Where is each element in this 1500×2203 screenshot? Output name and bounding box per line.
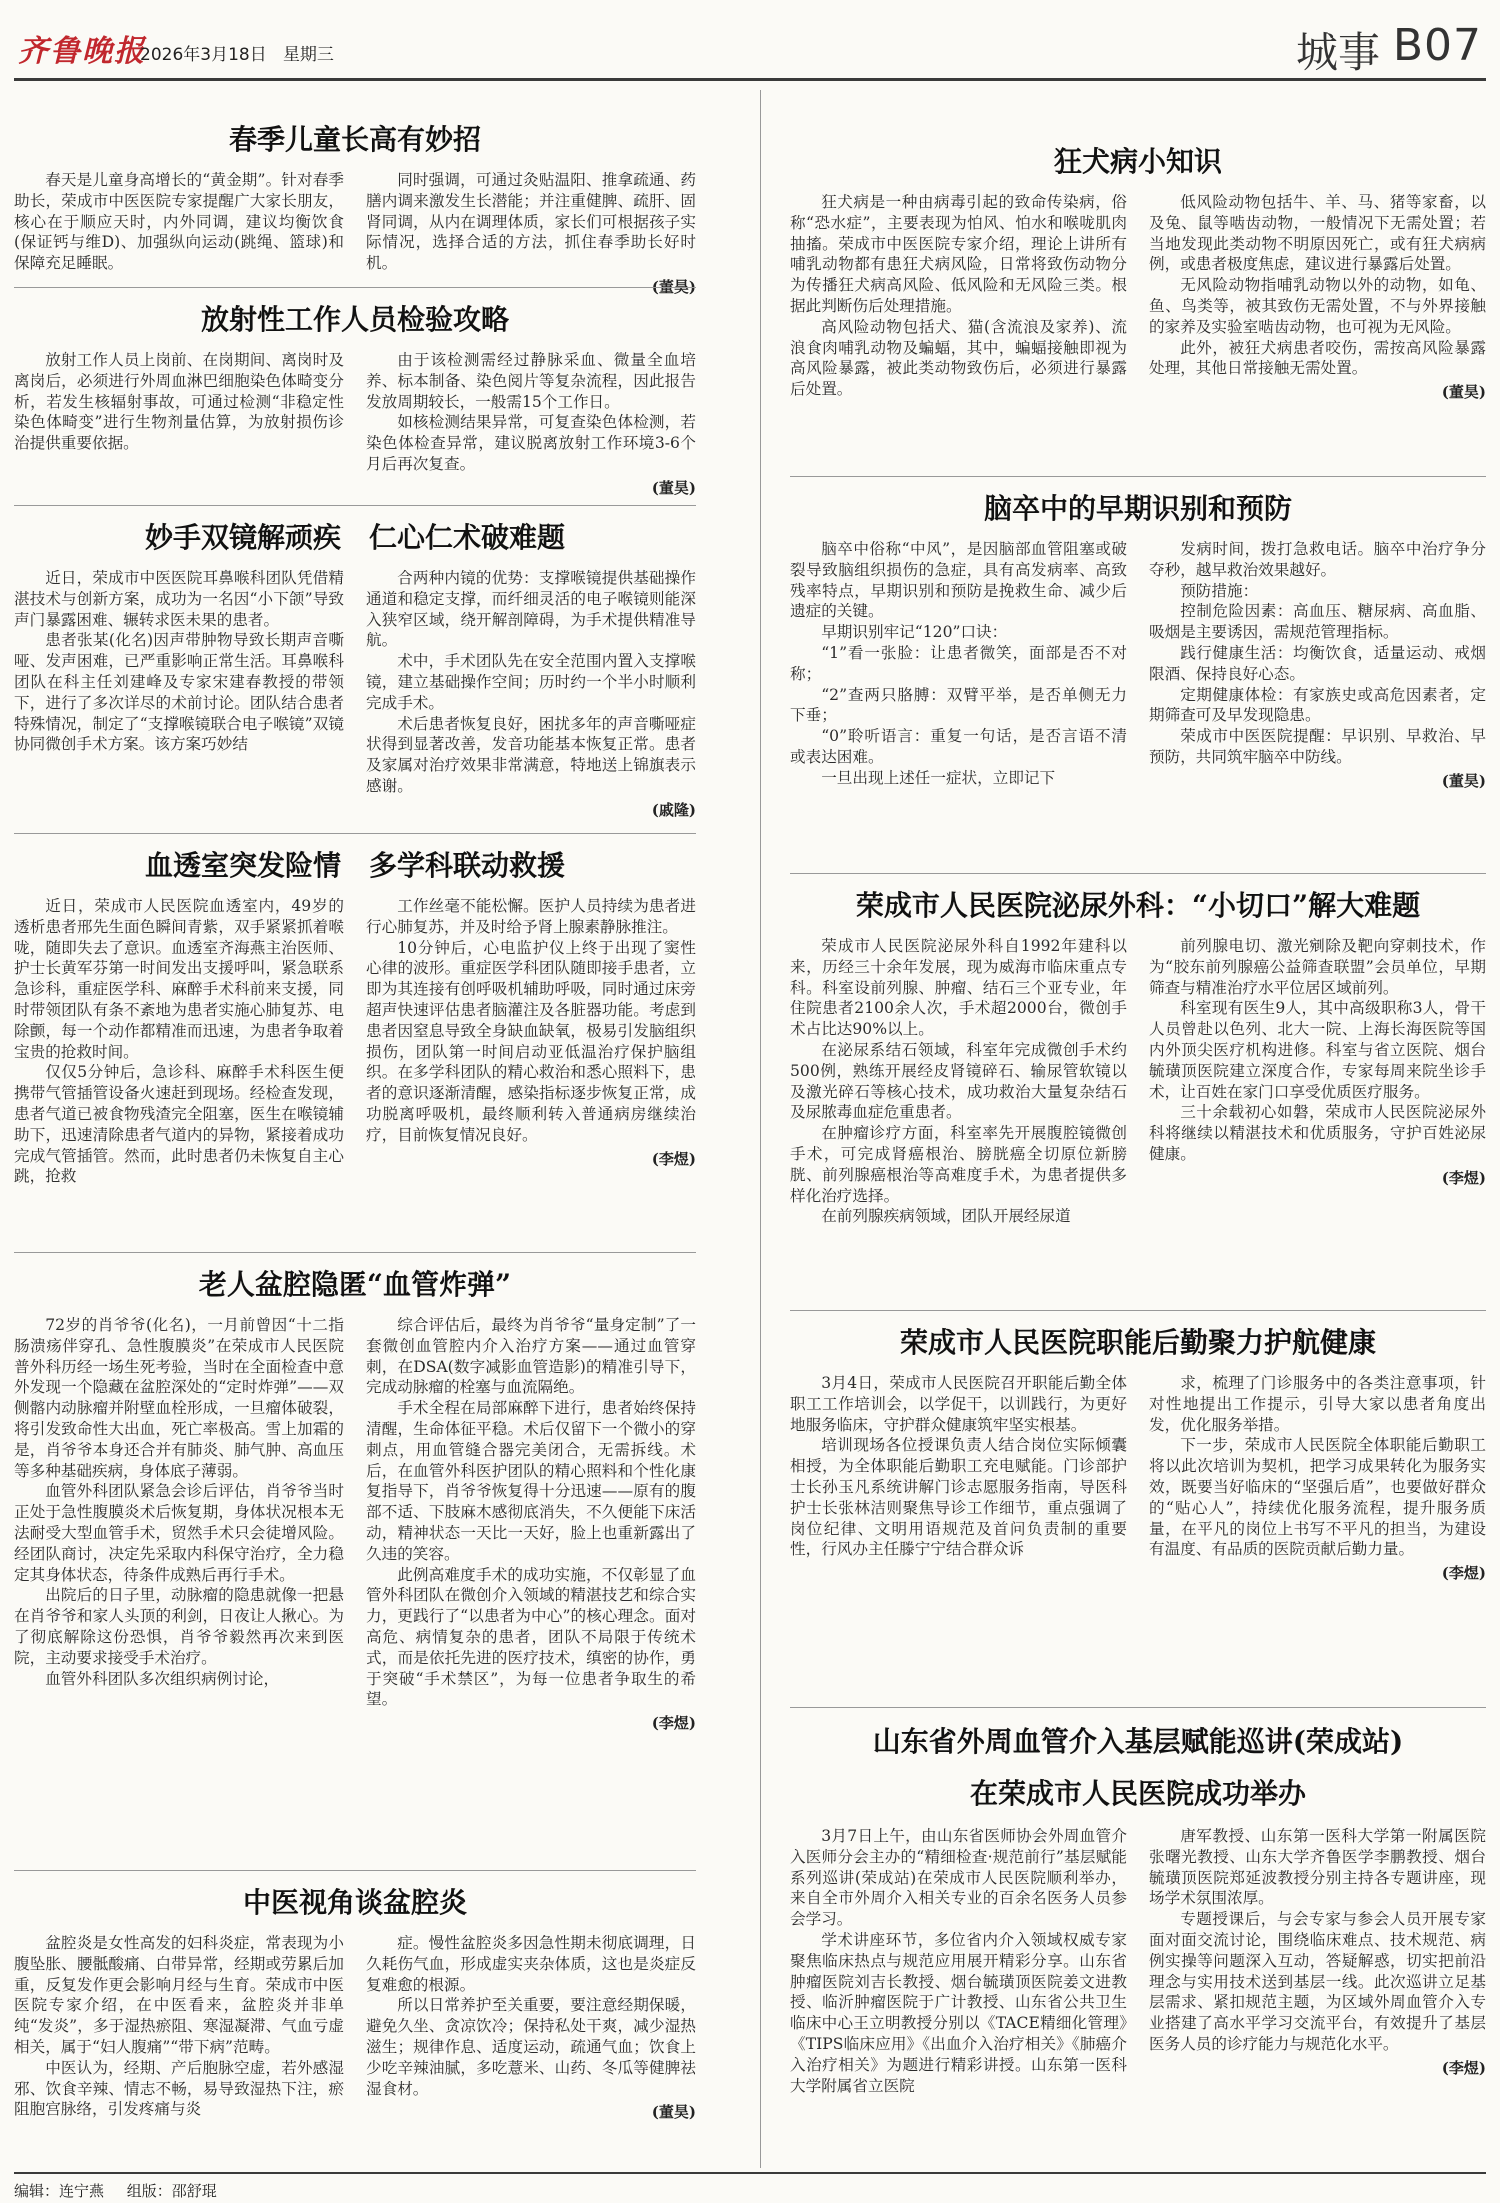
masthead-rule bbox=[14, 78, 1486, 81]
article-title: 荣成市人民医院泌尿外科：“小切口”解大难题 bbox=[855, 889, 1421, 922]
article bbox=[14, 118, 696, 296]
paragraph: 同时强调，可通过灸贴温阳、推拿疏通、药膳内调来激发生长潜能；并注重健脾、疏肝、固肾同调，从内在调理体质，家长们可根据孩子实际情况，选择合适的方法，抓住春季助长好时机。 bbox=[366, 171, 696, 273]
article bbox=[790, 1321, 1486, 1701]
text-column bbox=[14, 350, 344, 498]
divider bbox=[790, 476, 1486, 477]
text-column bbox=[790, 192, 1127, 402]
paragraph: 早期识别牢记“120”口诀： bbox=[821, 623, 1008, 642]
paragraph: 中医认为，经期、产后胞脉空虚，若外感湿邪、饮食辛辣、情志不畅，易导致湿热下注，瘀阻胞宫脉络，引发疼痛与炎 bbox=[14, 2058, 344, 2119]
byline: (李煜) bbox=[651, 1714, 696, 1733]
divider bbox=[14, 505, 696, 506]
article-title: 血透室突发险情 多学科联动救援 bbox=[144, 849, 565, 882]
paragraph: 72岁的肖爷爷(化名)，一月前曾因“十二指肠溃疡伴穿孔、急性腹膜炎”在荣成市人民医院普外科历经一场生死考验，当时在全面检查中意外发现一个隐藏在盆腔深处的“定时炸弹”——双侧髂内动脉瘤并附壁血栓形成，一旦瘤体破裂，将引发致命性大出血，死亡率极高。雪上加霜的是，肖爷爷本身还合并有肺炎、肺气肿、高血压等多种基础疾病，身体底子薄弱。 bbox=[14, 1316, 344, 1480]
text-column bbox=[366, 1315, 696, 1733]
paragraph: 此外，被狂犬病患者咬伤，需按高风险暴露处理，其他日常接触无需处置。 bbox=[1149, 338, 1486, 378]
issue-date bbox=[140, 40, 334, 65]
byline: (李煜) bbox=[651, 1149, 696, 1168]
divider bbox=[790, 1310, 1486, 1311]
newspaper-logo: 齐鲁晚报 bbox=[18, 34, 146, 69]
byline: (董昊) bbox=[1441, 383, 1486, 402]
text-column bbox=[1149, 936, 1486, 1227]
article-title: 狂犬病小知识 bbox=[1053, 145, 1222, 178]
article-body bbox=[14, 170, 696, 297]
footer bbox=[14, 2172, 1486, 2201]
paragraph: 低风险动物包括牛、羊、马、猪等家畜，以及兔、鼠等啮齿动物，一般情况下无需处置；若当地发现此类动物不明原因死亡，或有狂犬病病例，或患者极度焦虑，建议进行暴露后处置。 bbox=[1149, 193, 1486, 274]
paragraph: 3月4日，荣成市人民医院召开职能后勤全体职工工作培训会，以学促干，以训践行，为更好地服务临床，守护群众健康筑牢坚实根基。 bbox=[790, 1374, 1127, 1434]
divider bbox=[14, 1252, 696, 1253]
page-number: B07 bbox=[1392, 20, 1482, 71]
article bbox=[14, 1881, 696, 2163]
byline: (董昊) bbox=[651, 2103, 696, 2122]
paragraph: “1”看一张脸：让患者微笑，面部是否不对称； bbox=[790, 643, 1127, 683]
paragraph: 专题授课后，与会专家与参会人员开展专家面对面交流讨论，围绕临床难点、技术规范、病例实操等问题深入互动，答疑解惑，切实把前沿理念与实用技术送到基层一线。此次巡讲立足基层需求、紧扣规范主题，为区域外周血管介入专业搭建了高水平学习交流平台，有效提升了基层医务人员的诊疗能力与规范化水平。 bbox=[1149, 1910, 1486, 2053]
paragraph: 工作丝毫不能松懈。医护人员持续为患者进行心肺复苏，并及时给予肾上腺素静脉推注。 bbox=[366, 897, 696, 936]
byline: (董昊) bbox=[1441, 771, 1486, 790]
byline: (戚隆) bbox=[651, 800, 696, 819]
paragraph: 狂犬病是一种由病毒引起的致命传染病，俗称“恐水症”，主要表现为怕风、怕水和喉咙肌肉抽搐。荣成市中医医院专家介绍，理论上讲所有哺乳动物都有患狂犬病风险，日常将致伤动物分为传播狂犬病高风险、低风险和无风险三类。根据此判断伤后处理措施。 bbox=[790, 193, 1127, 315]
text-column bbox=[1149, 539, 1486, 791]
paragraph: 血管外科团队紧急会诊后评估，肖爷爷当时正处于急性腹膜炎术后恢复期，身体状况根本无法耐受大型血管手术，贸然手术只会徒增风险。经团队商讨，决定先采取内科保守治疗，全力稳定其身体状态，待条件成熟后再行手术。 bbox=[14, 1482, 344, 1584]
paragraph: “2”查两只胳膊：双臂平举，是否单侧无力下垂； bbox=[790, 685, 1127, 725]
article bbox=[14, 1263, 696, 1863]
paragraph: 术中，手术团队先在安全范围内置入支撑喉镜，建立基础操作空间；历时约一个半小时顺利完成手术。 bbox=[366, 652, 696, 712]
article-body bbox=[14, 350, 696, 498]
article bbox=[790, 884, 1486, 1304]
paragraph: 症。慢性盆腔炎多因急性期未彻底调理，日久耗伤气血，形成虚实夹杂体质，这也是炎症反复难愈的根源。 bbox=[366, 1934, 696, 1994]
divider bbox=[14, 1870, 696, 1871]
article-body bbox=[790, 1373, 1486, 1583]
paragraph: 合两种内镜的优势：支撑喉镜提供基础操作通道和稳定支撑，而纤细灵活的电子喉镜则能深入狭窄区域，绕开解剖障碍，为手术提供精准导航。 bbox=[366, 569, 696, 650]
divider bbox=[14, 833, 696, 834]
text-column bbox=[1149, 192, 1486, 402]
paragraph: “0”聆听语言：重复一句话，是否言语不清或表达困难。 bbox=[790, 727, 1127, 766]
article-title: 脑卒中的早期识别和预防 bbox=[983, 492, 1292, 525]
paragraph: 放射工作人员上岗前、在岗期间、离岗时及离岗后，必须进行外周血淋巴细胞染色体畸变分析，若发生核辐射事故，可通过检测“非稳定性染色体畸变”进行生物剂量估算，为放射损伤诊治提供重要依据。 bbox=[14, 351, 344, 453]
section-name: 城事 bbox=[1295, 28, 1380, 77]
article-title: 中医视角谈盆腔炎 bbox=[242, 1886, 467, 1919]
text-column bbox=[1149, 1826, 1486, 2096]
article bbox=[790, 487, 1486, 867]
divider bbox=[790, 1707, 1486, 1708]
paragraph: 践行健康生活：均衡饮食，适量运动、戒烟限酒、保持良好心态。 bbox=[1149, 643, 1486, 683]
text-column bbox=[790, 936, 1127, 1227]
paragraph: 一旦出现上述任一症状，立即记下 bbox=[821, 768, 1056, 787]
divider bbox=[14, 287, 696, 288]
paragraph: 在泌尿系结石领域，科室年完成微创手术约500例，熟练开展经皮肾镜碎石、输尿管软镜以及激光碎石等核心技术，成功救治大量复杂结石及尿脓毒血症危重患者。 bbox=[790, 1040, 1127, 1122]
paragraph: 盆腔炎是女性高发的妇科炎症，常表现为小腹坠胀、腰骶酸痛、白带异常，经期或劳累后加重，反复发作更会影响月经与生育。荣成市中医医院专家介绍，在中医看来，盆腔炎并非单纯“发炎”，多于湿热瘀阻、寒湿凝滞、气血亏虚相关，属于“妇人腹痛”“带下病”范畴。 bbox=[14, 1934, 344, 2056]
paragraph: 发病时间，拨打急救电话。脑卒中治疗争分夺秒，越早救治效果越好。 bbox=[1149, 540, 1486, 579]
weekday-text: 星期三 bbox=[282, 45, 334, 65]
paragraph: 培训现场各位授课负责人结合岗位实际倾囊相授，为全体职能后勤职工充电赋能。门诊部护士长孙玉凡系统讲解门诊志愿服务指南，导医科护士长张林洁则聚焦导诊工作细节，重点强调了岗位纪律、文明用语规范及首问负责制的重要性，行风办主任滕宁宁结合群众诉 bbox=[790, 1436, 1127, 1559]
article-title: 老人盆腔隐匿“血管炸弹” bbox=[198, 1268, 512, 1301]
article-body bbox=[14, 896, 696, 1187]
paragraph: 近日，荣成市人民医院血透室内，49岁的透析患者邢先生面色瞬间青紫，双手紧紧抓着喉咙，随即失去了意识。血透室齐海燕主治医师、护士长黄军芬第一时间发出支援呼叫，紧急联系急诊科，重症医学科、麻醉手术科前来支援，同时带领团队有条不紊地为患者实施心肺复苏、电除颤，每一个动作都精准而迅速，为患者争取着宝贵的抢救时间。 bbox=[14, 897, 344, 1061]
paragraph: 所以日常养护至关重要，要注意经期保暖，避免久坐、贪凉饮冷；保持私处干爽，减少湿热滋生；规律作息、适度运动，疏通气血；饮食上少吃辛辣油腻，多吃薏米、山药、冬瓜等健脾祛湿食材。 bbox=[366, 1996, 696, 2098]
layout-credit: 组版：邵舒琨 bbox=[126, 2182, 217, 2200]
byline: (李煜) bbox=[1441, 1564, 1486, 1583]
article-body bbox=[790, 936, 1486, 1227]
article-body bbox=[790, 1826, 1486, 2096]
paragraph: 术后患者恢复良好，困扰多年的声音嘶哑症状得到显著改善，发音功能基本恢复正常。患者及家属对治疗效果非常满意，特地送上锦旗表示感谢。 bbox=[366, 714, 696, 795]
text-column bbox=[790, 1373, 1127, 1583]
text-column bbox=[14, 896, 344, 1187]
paragraph: 出院后的日子里，动脉瘤的隐患就像一把悬在肖爷爷和家人头顶的利剑，日夜让人揪心。为了彻底解除这份恐惧，肖爷爷毅然再次来到医院，主动要求接受手术治疗。 bbox=[14, 1586, 344, 1667]
paragraph: 唐军教授、山东第一医科大学第一附属医院张曙光教授、山东大学齐鲁医学李鹏教授、烟台毓璜顶医院郑延波教授分别主持各专题讲座，现场学术氛围浓厚。 bbox=[1149, 1827, 1486, 1908]
paragraph: 荣成市中医医院提醒：早识别、早救治、早预防，共同筑牢脑卒中防线。 bbox=[1149, 727, 1486, 766]
article-body bbox=[790, 192, 1486, 402]
paragraph: 10分钟后，心电监护仪上终于出现了窦性心律的波形。重症医学科团队随即接手患者，立即为其连接有创呼吸机辅助呼吸，同时通过床旁超声快速评估患者脑灌注及各脏器功能。考虑到患者因窒息导致全身缺血缺氧，极易引发脑组织损伤，团队第一时间启动亚低温治疗保护脑组织。在多学科团队的精心救治和悉心照料下，患者的意识逐渐清醒，感染指标逐步恢复正常，成功脱离呼吸机，最终顺利转入普通病房继续治疗，目前恢复情况良好。 bbox=[366, 938, 696, 1144]
article-title: 荣成市人民医院职能后勤聚力护航健康 bbox=[899, 1326, 1376, 1359]
text-column bbox=[14, 1933, 344, 2122]
article-title: 山东省外周血管介入基层赋能巡讲(荣成站) bbox=[872, 1725, 1404, 1758]
divider bbox=[790, 873, 1486, 874]
byline: (董昊) bbox=[651, 277, 696, 296]
article-title: 放射性工作人员检验攻略 bbox=[200, 303, 509, 336]
text-column bbox=[1149, 1373, 1486, 1583]
article-subtitle: 在荣成市人民医院成功举办 bbox=[969, 1777, 1306, 1810]
paragraph: 如核检测结果异常，可复查染色体检测，若染色体检查异常，建议脱离放射工作环境3-6个月后再次复查。 bbox=[366, 413, 696, 473]
article bbox=[790, 1720, 1486, 2165]
paragraph: 春天是儿童身高增长的“黄金期”。针对春季助长，荣成市中医医院专家提醒广大家长朋友，核心在于顺应天时，内外同调，建议均衡饮食(保证钙与维D)、加强纵向运动(跳绳、篮球)和保障充足睡眠。 bbox=[14, 171, 344, 273]
article bbox=[14, 844, 696, 1244]
masthead bbox=[0, 0, 1500, 85]
text-column bbox=[366, 350, 696, 498]
paragraph: 无风险动物指哺乳动物以外的动物，如龟、鱼、鸟类等，被其致伤无需处置，不与外界接触的家养及实验室啮齿动物，也可视为无风险。 bbox=[1149, 276, 1486, 336]
article bbox=[14, 516, 696, 826]
date-text: 2026年3月18日 bbox=[140, 45, 267, 65]
paragraph: 三十余载初心如磐，荣成市人民医院泌尿外科将继续以精湛技术和优质服务，守护百姓泌尿健康。 bbox=[1149, 1103, 1486, 1163]
paragraph: 血管外科团队多次组织病例讨论， bbox=[45, 1669, 280, 1688]
paragraph: 科室现有医生9人，其中高级职称3人，骨干人员曾赴以色列、北大一院、上海长海医院等国内外顶尖医疗机构进修。科室与省立医院、烟台毓璜顶医院建立深度合作，专家每周来院坐诊手术，让百姓在家门口享受优质医疗服务。 bbox=[1149, 999, 1486, 1101]
article-body bbox=[14, 568, 696, 820]
paragraph: 高风险动物包括犬、猫(含流浪及家养)、流浪食肉哺乳动物及蝙蝠，其中，蝙蝠接触即视为高风险暴露，被此类动物致伤后，必须进行暴露后处置。 bbox=[790, 317, 1127, 399]
article-title: 春季儿童长高有妙招 bbox=[228, 123, 481, 156]
paragraph: 近日，荣成市中医医院耳鼻喉科团队凭借精湛技术与创新方案，成功为一名因“小下颌”导致声门暴露困难、辗转求医未果的患者。 bbox=[14, 569, 344, 629]
column-divider bbox=[760, 90, 761, 2168]
paragraph: 3月7日上午，由山东省医师协会外周血管介入医师分会主办的“精细检查·规范前行”基层赋能系列巡讲(荣成站)在荣成市人民医院顺利举办，来自全市外周介入相关专业的百余名医务人员参会学习。 bbox=[790, 1827, 1127, 1929]
paragraph: 手术全程在局部麻醉下进行，患者始终保持清醒，生命体征平稳。术后仅留下一个微小的穿刺点，用血管缝合器完美闭合，无需拆线。术后，在血管外科医护团队的精心照料和个性化康复指导下，肖爷爷恢复得十分迅速——原有的腹部不适、下肢麻木感彻底消失，不久便能下床活动，精神状态一天比一天好，脸上也重新露出了久违的笑容。 bbox=[366, 1399, 696, 1563]
paragraph: 患者张某(化名)因声带肿物导致长期声音嘶哑、发声困难，已严重影响正常生活。耳鼻喉科团队在科主任刘建峰及专家宋建春教授的带领下，进行了多次详尽的术前讨论。团队结合患者特殊情况，制定了“支撑喉镜联合电子喉镜”双镜协同微创手术方案。该方案巧妙结 bbox=[14, 631, 344, 754]
article-body bbox=[790, 539, 1486, 791]
text-column bbox=[14, 568, 344, 820]
article-title: 妙手双镜解顽疾 仁心仁术破难题 bbox=[144, 521, 565, 554]
byline: (董昊) bbox=[651, 478, 696, 497]
paragraph: 仅仅5分钟后，急诊科、麻醉手术科医生便携带气管插管设备火速赶到现场。经检查发现，患者气道已被食物残渣完全阻塞，医生在喉镜辅助下，迅速清除患者气道内的异物，紧接着成功完成气管插管。然而，此时患者仍未恢复自主心跳，抢救 bbox=[14, 1063, 344, 1186]
paragraph: 脑卒中俗称“中风”，是因脑部血管阻塞或破裂导致脑组织损伤的急症，具有高发病率、高致残率特点，早期识别和预防是挽救生命、减少后遗症的关键。 bbox=[790, 540, 1127, 621]
article bbox=[14, 298, 696, 498]
text-column bbox=[790, 539, 1127, 791]
paragraph: 预防措施： bbox=[1180, 581, 1259, 600]
paragraph: 此例高难度手术的成功实施，不仅彰显了血管外科团队在微创介入领域的精湛技艺和综合实力，更践行了“以患者为中心”的核心理念。面对高危、病情复杂的患者，团队不局限于传统术式，而是依托先进的医疗技术，缜密的协作，勇于突破“手术禁区”，为每一位患者争取生的希望。 bbox=[366, 1565, 696, 1709]
text-column bbox=[790, 1826, 1127, 2096]
byline: (李煜) bbox=[1441, 2058, 1486, 2077]
paragraph: 前列腺电切、激光剜除及靶向穿刺技术，作为“胶东前列腺癌公益筛查联盟”会员单位，早期筛查与精准治疗水平位居区域前列。 bbox=[1149, 937, 1486, 997]
text-column bbox=[366, 896, 696, 1187]
text-column bbox=[366, 568, 696, 820]
text-column bbox=[14, 1315, 344, 1733]
article-body bbox=[14, 1933, 696, 2122]
paragraph: 在肿瘤诊疗方面，科室率先开展腹腔镜微创手术，可完成肾癌根治、膀胱癌全切原位新膀胱、前列腺癌根治等高难度手术，为患者提供多样化治疗选择。 bbox=[790, 1124, 1127, 1205]
article bbox=[790, 140, 1486, 470]
article-body bbox=[14, 1315, 696, 1733]
paragraph: 下一步，荣成市人民医院全体职能后勤职工将以此次培训为契机，把学习成果转化为服务实效，既要当好临床的“坚强后盾”，也要做好群众的“贴心人”，持续优化服务流程，提升服务质量，在平凡的岗位上书写不平凡的担当，为建设有温度、有品质的医院贡献后勤力量。 bbox=[1149, 1436, 1486, 1559]
paragraph: 在前列腺疾病领域，团队开展经尿道 bbox=[821, 1207, 1071, 1226]
paragraph: 求，梳理了门诊服务中的各类注意事项，针对性地提出工作提示，引导大家以患者角度出发，优化服务举措。 bbox=[1149, 1374, 1486, 1434]
text-column bbox=[366, 170, 696, 297]
paragraph: 荣成市人民医院泌尿外科自1992年建科以来，历经三十余年发展，现为威海市临床重点专科。科室设前列腺、肿瘤、结石三个亚专业，年住院患者2100余人次，手术超2000台，微创手术占比达90%以上。 bbox=[790, 937, 1127, 1039]
paragraph: 定期健康体检：有家族史或高危因素者，定期筛查可及早发现隐患。 bbox=[1149, 685, 1486, 725]
paragraph: 由于该检测需经过静脉采血、微量全血培养、标本制备、染色阅片等复杂流程，因此报告发放周期较长，一般需15个工作日。 bbox=[366, 351, 696, 411]
text-column bbox=[14, 170, 344, 297]
byline: (李煜) bbox=[1441, 1168, 1486, 1187]
paragraph: 综合评估后，最终为肖爷爷“量身定制”了一套微创血管腔内介入治疗方案——通过血管穿刺，在DSA(数字减影血管造影)的精准引导下，完成动脉瘤的栓塞与血流隔绝。 bbox=[366, 1316, 696, 1397]
text-column bbox=[366, 1933, 696, 2122]
paragraph: 学术讲座环节，多位省内介入领域权威专家聚焦临床热点与规范应用展开精彩分享。山东省肿瘤医院刘吉长教授、烟台毓璜顶医院姜文进教授、临沂肿瘤医院于广计教授、山东省公共卫生临床中心王立明教授分别以《TACE精细化管理》《TIPS临床应用》《出血介入治疗相关》《肺癌介入治疗相关》为题进行精彩讲授。山东第一医科大学附属省立医院 bbox=[790, 1930, 1127, 2095]
paragraph: 控制危险因素：高血压、糖尿病、高血脂、吸烟是主要诱因，需规范管理指标。 bbox=[1149, 602, 1486, 642]
editor-credit: 编辑：连宁燕 bbox=[14, 2182, 105, 2200]
